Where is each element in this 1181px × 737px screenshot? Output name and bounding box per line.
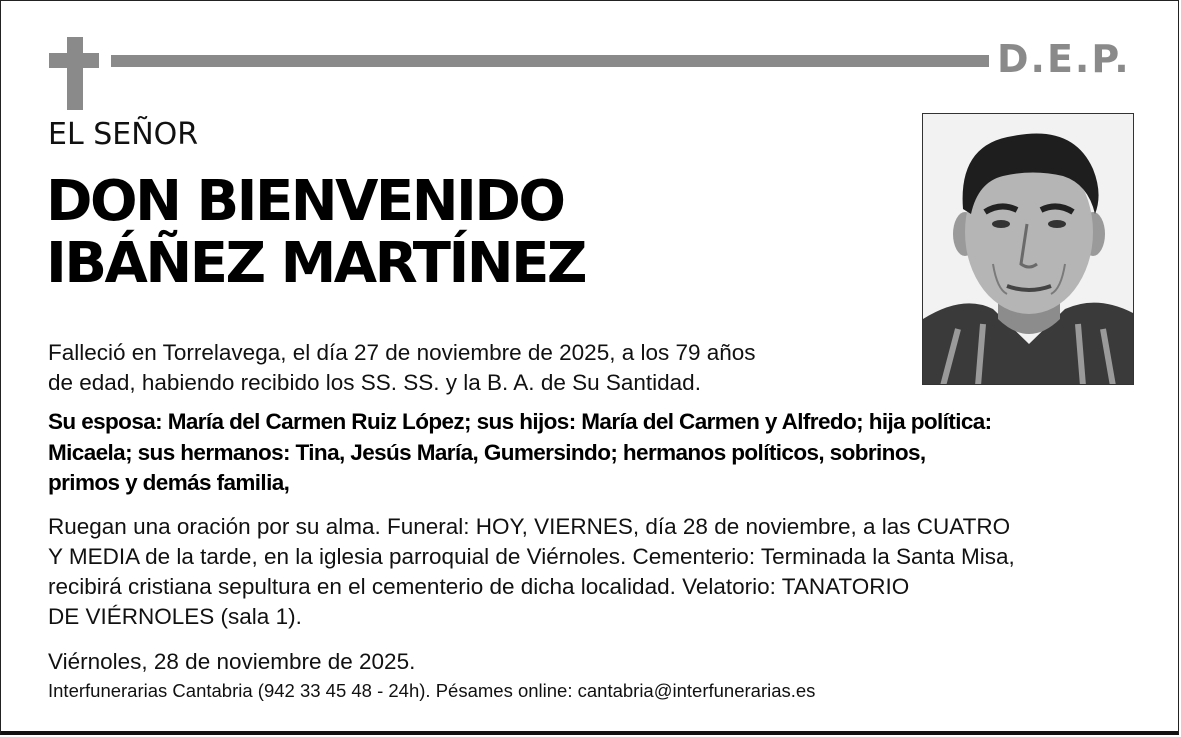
dep-label: D.E.P. — [997, 37, 1131, 81]
family-line: Micaela; sus hermanos: Tina, Jesús María, Gumersindo; hermanos políticos, sobrinos, — [48, 439, 926, 465]
family-list — [48, 407, 992, 499]
funeral-line: Ruegan una oración por su alma. Funeral: HOY, VIERNES, día 28 de noviembre, a las CUATRO — [48, 514, 1011, 539]
header-rule — [111, 55, 989, 67]
portrait-photo-icon — [923, 114, 1134, 385]
death-notice-line: de edad, habiendo recibido los SS. SS. y la B. A. de Su Santidad. — [48, 370, 701, 395]
place-date: Viérnoles, 28 de noviembre de 2025. — [48, 649, 416, 674]
funeral-home-contact: Interfunerarias Cantabria (942 33 45 48 - 24h). Pésames online: cantabria@interfunerarias.es — [48, 680, 816, 701]
family-line: primos y demás familia, — [48, 470, 290, 495]
funeral-details — [48, 512, 1015, 632]
funeral-line: recibirá cristiana sepultura en el cementerio de dicha localidad. Velatorio: TANATORIO — [48, 574, 910, 599]
death-notice — [48, 338, 756, 398]
name-line-2: IBÁÑEZ MARTÍNEZ — [46, 231, 586, 296]
funeral-line: DE VIÉRNOLES (sala 1). — [48, 604, 302, 629]
cross-icon — [49, 37, 99, 110]
family-line: Su esposa: María del Carmen Ruiz López; sus hijos: María del Carmen y Alfredo; hija política: — [48, 409, 992, 434]
deceased-name — [46, 171, 585, 295]
death-notice-line: Falleció en Torrelavega, el día 27 de noviembre de 2025, a los 79 años — [48, 340, 756, 365]
title-prefix: EL SEÑOR — [48, 117, 199, 152]
funeral-line: Y MEDIA de la tarde, en la iglesia parroquial de Viérnoles. Cementerio: Terminada la Santa Misa, — [48, 544, 1015, 569]
name-line-1: DON BIENVENIDO — [46, 169, 564, 234]
portrait-photo — [922, 113, 1134, 385]
